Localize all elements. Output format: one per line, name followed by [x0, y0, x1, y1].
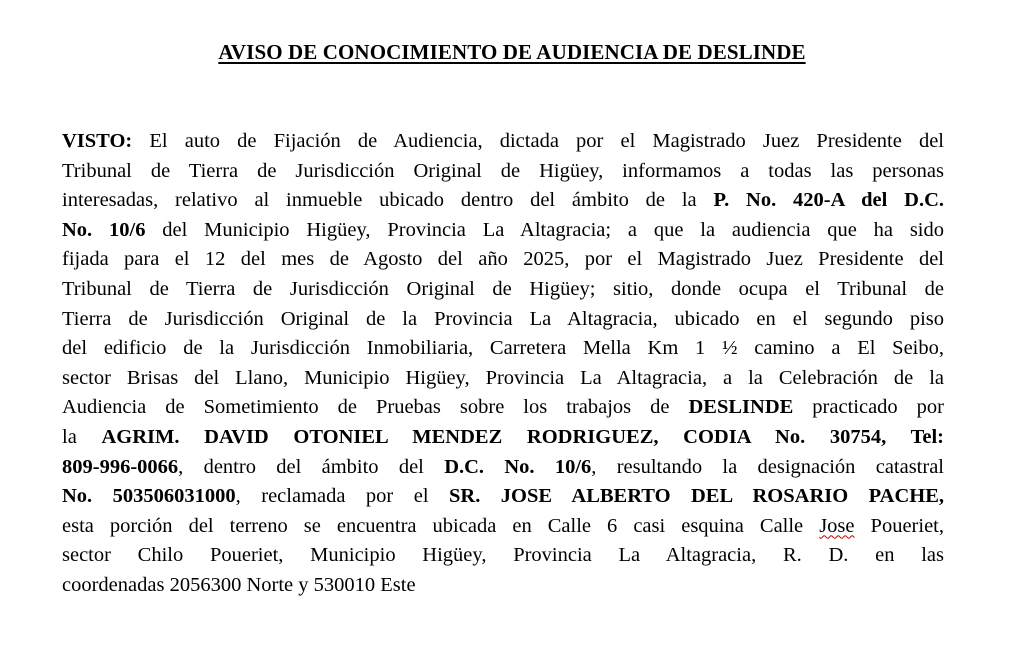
body-line	[62, 541, 944, 571]
body-text-segment: interesadas, relativo al inmueble ubicado dentro del ámbito de la	[62, 189, 714, 212]
body-line	[62, 216, 944, 246]
body-line	[62, 423, 944, 453]
body-text-segment: El auto de Fijación de Audiencia, dictada por el Magistrado Juez Presidente del	[132, 130, 944, 152]
body-text-segment: Tribunal de Tierra de Jurisdicción Original de Higüey, informamos a todas las personas	[62, 159, 944, 182]
bold-text: 809-996-0066	[62, 455, 179, 478]
bold-text: SR. JOSE ALBERTO DEL ROSARIO PACHE,	[448, 485, 944, 508]
bold-text: P. No. 420-A del D.C.	[713, 189, 944, 212]
body-line	[62, 334, 944, 364]
spellcheck-flagged-word: Jose	[819, 514, 855, 537]
bold-text: No. 10/6	[62, 218, 146, 241]
body-text-segment: , reclamada por el	[235, 485, 449, 508]
body-line	[62, 453, 944, 483]
notice-body	[62, 127, 944, 601]
body-text-segment: , resultando la designación catastral	[591, 455, 945, 478]
body-text-segment: Poueriet,	[854, 514, 944, 537]
body-line	[62, 571, 944, 601]
body-line	[62, 186, 944, 216]
body-line	[62, 512, 944, 542]
body-text-segment: la	[62, 425, 102, 448]
body-text-segment: del Municipio Higüey, Provincia La Altagracia; a que la audiencia que ha sido	[145, 218, 944, 241]
body-text-segment: Tierra de Jurisdicción Original de la Provincia La Altagracia, ubicado en el segundo piso	[62, 307, 944, 330]
body-text-segment: Tribunal de Tierra de Jurisdicción Original de Higüey; sitio, donde ocupa el Tribunal de	[62, 277, 944, 300]
body-line	[62, 393, 944, 423]
body-line	[62, 275, 944, 305]
body-text-segment: sector Brisas del Llano, Municipio Higüey, Provincia La Altagracia, a la Celebración de la	[62, 366, 944, 389]
bold-text: D.C. No. 10/6	[444, 455, 592, 478]
body-text-segment: del edificio de la Jurisdicción Inmobiliaria, Carretera Mella Km 1 ½ camino a El Seibo,	[62, 337, 944, 360]
body-text-segment: , dentro del ámbito del	[178, 455, 445, 478]
body-line	[62, 364, 944, 394]
body-text-segment: fijada para el 12 del mes de Agosto del año 2025, por el Magistrado Juez Presidente del	[62, 248, 944, 271]
bold-text: DESLINDE	[688, 396, 794, 419]
body-text-segment: esta porción del terreno se encuentra ubicada en Calle 6 casi esquina Calle	[62, 514, 820, 537]
body-text-segment: practicado por	[793, 396, 944, 419]
body-text-segment: Audiencia de Sometimiento de Pruebas sobre los trabajos de	[62, 396, 689, 419]
body-text-segment: coordenadas 2056300 Norte y 530010 Este	[62, 573, 416, 596]
bold-text: No. 503506031000	[62, 485, 236, 508]
body-line	[62, 482, 944, 512]
document-title: AVISO DE CONOCIMIENTO DE AUDIENCIA DE DESLINDE	[218, 40, 806, 64]
body-text-segment: sector Chilo Poueriet, Municipio Higüey, Provincia La Altagracia, R. D. en las	[62, 544, 944, 567]
body-line	[62, 245, 944, 275]
bold-text: VISTO:	[62, 130, 133, 152]
body-line	[62, 305, 944, 335]
body-line	[62, 157, 944, 187]
bold-text: AGRIM. DAVID OTONIEL MENDEZ RODRIGUEZ, CODIA No. 30754, Tel:	[101, 425, 945, 448]
body-line	[62, 127, 944, 157]
